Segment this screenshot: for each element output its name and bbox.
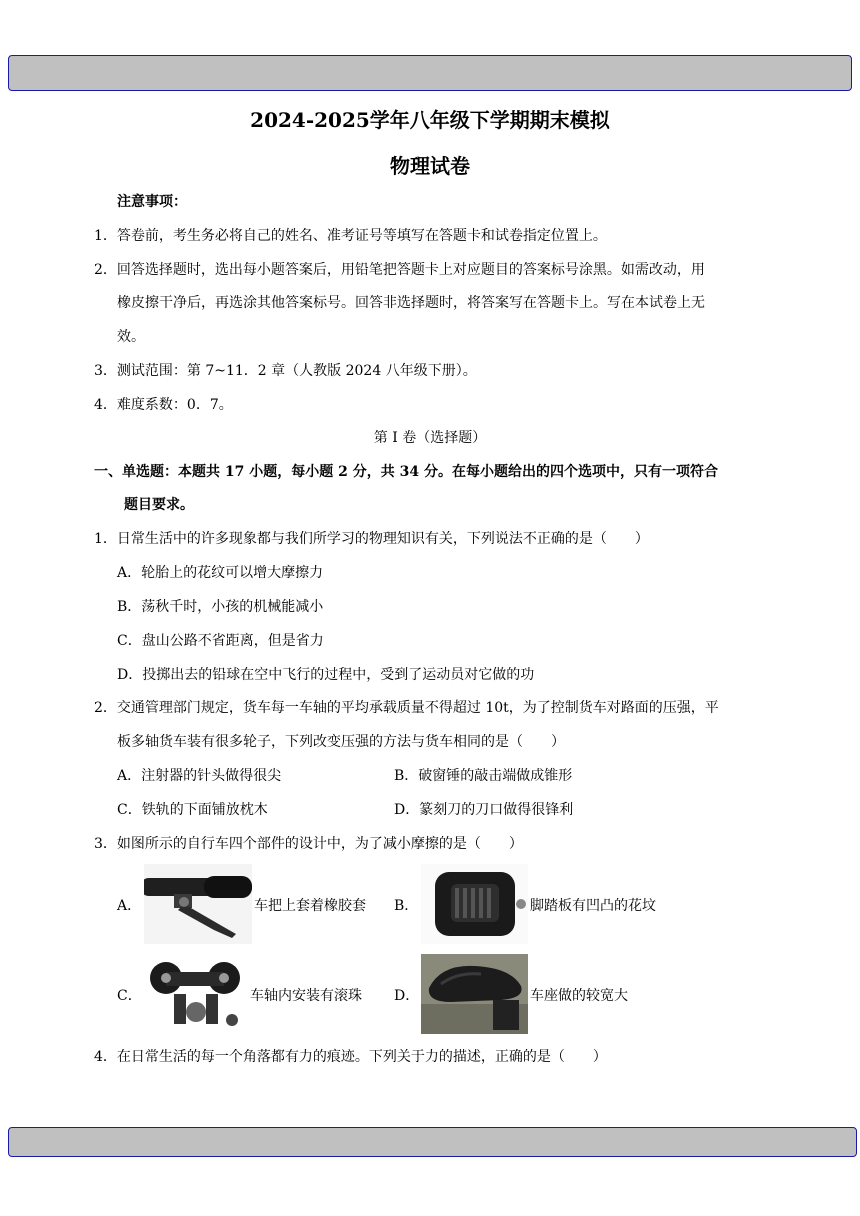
q2-option-a: A．注射器的针头做得很尖: [117, 768, 282, 784]
notes-heading: 注意事项：: [117, 194, 187, 210]
q3-option-a-text: 车把上套着橡胶套: [254, 898, 366, 914]
q2-option-d: D．篆刻刀的刀口做得很锋利: [394, 802, 574, 818]
note-2-line-3: 效。: [117, 329, 145, 345]
header-bar: [8, 55, 852, 91]
section-title: 第 I 卷（选择题）: [373, 430, 487, 446]
q2-stem-line-2: 板多轴货车装有很多轮子，下列改变压强的方法与货车相同的是（ ）: [117, 734, 565, 750]
q3-option-c-letter: C．: [117, 988, 142, 1004]
q3-option-a-letter: A．: [117, 898, 142, 914]
page-title: 2024-2025学年八年级下学期期末模拟: [250, 108, 610, 132]
note-2-line-1: 2．回答选择题时，选出每小题答案后，用铅笔把答题卡上对应题目的答案标号涂黑。如需改动，用: [94, 262, 705, 278]
note-2-line-2: 橡皮擦干净后，再选涂其他答案标号。回答非选择题时，将答案写在答题卡上。写在本试卷上无: [117, 295, 705, 311]
section-heading-line-1: 一、单选题：本题共 17 小题，每小题 2 分，共 34 分。在每小题给出的四个选项中，只有一项符合: [94, 464, 718, 480]
q1-stem: 1．日常生活中的许多现象都与我们所学习的物理知识有关，下列说法不正确的是（ ）: [94, 531, 649, 547]
q1-option-d: D．投掷出去的铅球在空中飞行的过程中，受到了运动员对它做的功: [117, 667, 535, 683]
note-1: 1．答卷前，考生务必将自己的姓名、准考证号等填写在答题卡和试卷指定位置上。: [94, 228, 607, 244]
page-subtitle: 物理试卷: [390, 154, 470, 178]
q3-option-b-letter: B．: [394, 898, 419, 914]
q2-stem-line-1: 2．交通管理部门规定，货车每一车轴的平均承载质量不得超过 10t，为了控制货车对路面的压强，平: [94, 700, 719, 716]
q2-option-c: C．铁轨的下面铺放枕木: [117, 802, 268, 818]
footer-bar: [8, 1127, 857, 1157]
q3-option-d-text: 车座做的较宽大: [530, 988, 628, 1004]
note-3: 3．测试范围：第 7~11．2 章（人教版 2024 八年级下册）。: [94, 363, 477, 379]
q1-option-c: C．盘山公路不省距离，但是省力: [117, 633, 324, 649]
q1-option-b: B．荡秋千时，小孩的机械能减小: [117, 599, 324, 615]
seat-image: [421, 954, 528, 1034]
handlebar-image: [144, 864, 252, 944]
section-heading-line-2: 题目要求。: [124, 497, 194, 513]
q2-option-b: B．破窗锤的敲击端做成锥形: [394, 768, 573, 784]
bearing-hub-image: [144, 954, 247, 1034]
q1-option-a: A．轮胎上的花纹可以增大摩擦力: [117, 565, 324, 581]
pedal-image: [421, 864, 528, 944]
q3-option-d-letter: D．: [394, 988, 420, 1004]
note-4: 4．难度系数：0．7。: [94, 397, 233, 413]
q3-option-c-text: 车轴内安装有滚珠: [250, 988, 362, 1004]
q4-stem: 4．在日常生活的每一个角落都有力的痕迹。下列关于力的描述，正确的是（ ）: [94, 1049, 607, 1065]
q3-option-b-text: 脚踏板有凹凸的花坟: [530, 898, 656, 914]
q3-stem: 3．如图所示的自行车四个部件的设计中，为了减小摩擦的是（ ）: [94, 836, 523, 852]
